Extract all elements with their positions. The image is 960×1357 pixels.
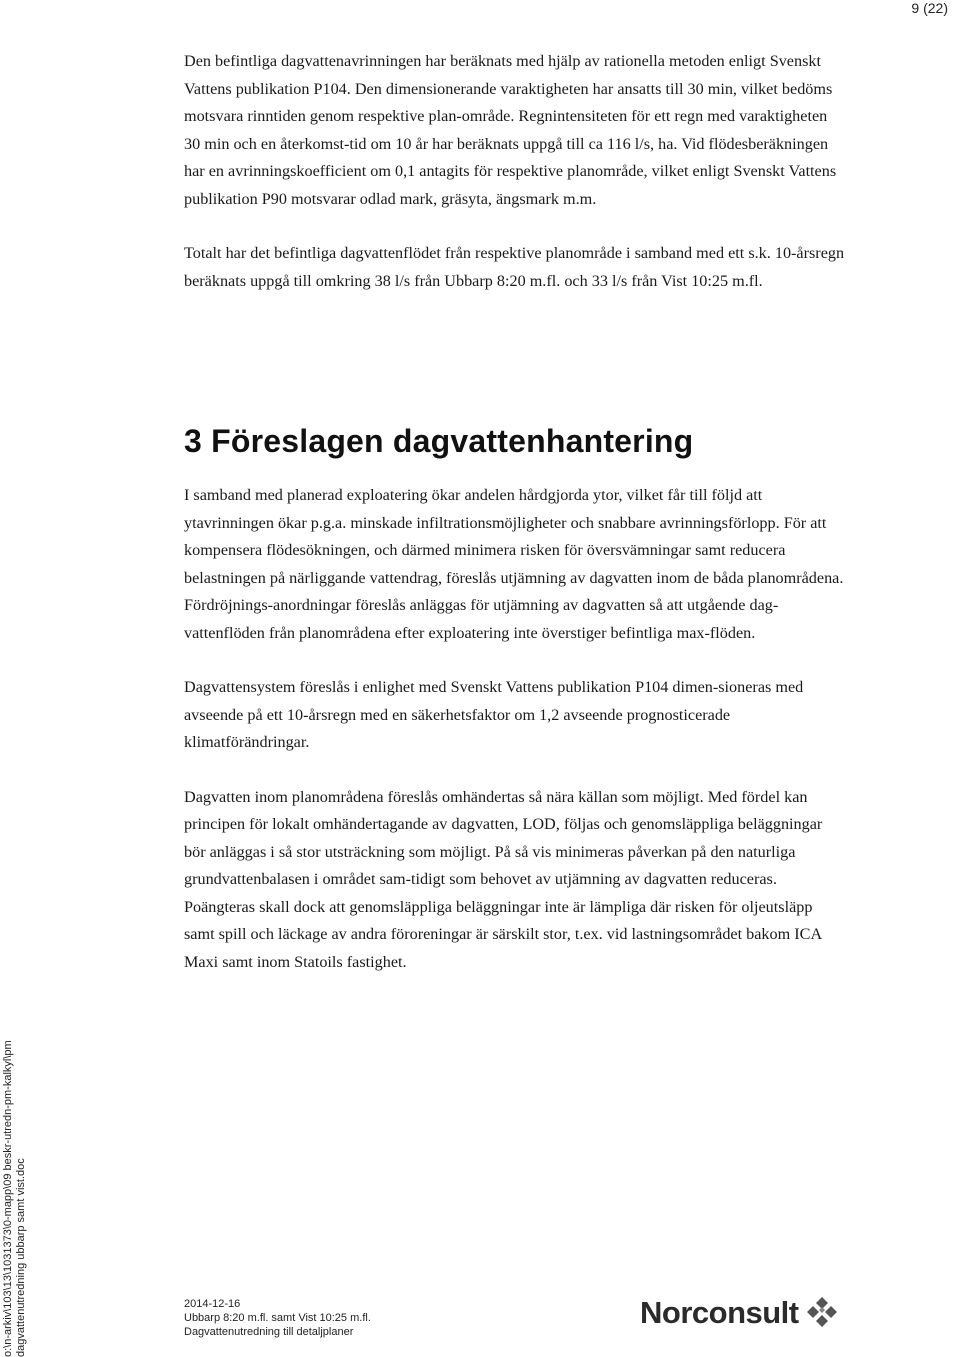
intro-section xyxy=(184,48,846,295)
file-path-margin xyxy=(2,1040,28,1357)
diamond-logo-icon xyxy=(805,1296,839,1330)
paragraph-method: Den befintliga dagvattenavrinningen har beräknats med hjälp av rationella metoden enligt Svenskt Vattens publikation P104. Den dimensionerande varaktigheten har ansatts till 30 min, vilket bedöms motsvara rinntiden genom respektive plan-område. Regnintensiteten för ett regn med varaktigheten 30 min och en återkomst-tid om 10 år har beräknats uppgå till ca 116 l/s, ha. Vid flödesberäkningen har en avrinningskoefficient om 0,1 antagits för respektive planområde, vilket enligt Svenskt Vattens publikation P90 motsvarar odlad mark, gräsyta, ängsmark m.m. xyxy=(184,52,837,208)
proposal-section xyxy=(184,482,846,976)
paragraph-lod: Dagvatten inom planområdena föreslås omhändertas så nära källan som möjligt. Med fördel kan principen för lokalt omhändertagande av dagvatten, LOD, följas och genomsläppliga beläggningar bör anläggas i så stor utsträckning som möjligt. På så vis minimeras påverkan på den naturliga grundvattenbalasen i området sam-tidigt som behovet av utjämning av dagvatten reduceras. Poängteras skall dock att genomsläppliga beläggningar inte är lämpliga där risken för oljeutsläpp samt spill och läckage av andra föroreningar är särskilt stor, t.ex. vid lastningsområdet bakom ICA Maxi samt inom Statoils fastighet. xyxy=(184,787,823,971)
footer-project: Ubbarp 8:20 m.fl. samt Vist 10:25 m.fl. xyxy=(184,1312,371,1324)
footer-date: 2014-12-16 xyxy=(184,1298,241,1310)
section-heading: 3 Föreslagen dagvattenhantering xyxy=(184,423,694,459)
file-path-line-1: o:\n-arkiv\103\13\1031373\0-mapp\09 beskr-utredn-pm-kalkyl\pm xyxy=(2,1040,14,1357)
paragraph-dimensioning: Dagvattensystem föreslås i enlighet med Svenskt Vattens publikation P104 dimen-sioneras med avseende på ett 10-årsregn med en säkerhetsfaktor om 1,2 avseende prognosticerade klimatförändringar. xyxy=(184,678,804,751)
logo-text: Norconsult xyxy=(640,1295,799,1330)
paragraph-total-flow: Totalt har det befintliga dagvattenflödet från respektive planområde i samband med ett s.k. 10-årsregn beräknats uppgå till omkring 38 l/s från Ubbarp 8:20 m.fl. och 33 l/s från Vist 10:25 m.fl. xyxy=(184,244,845,290)
page-number: 9 (22) xyxy=(911,0,948,16)
footer-document: Dagvattenutredning till detaljplaner xyxy=(184,1326,354,1338)
paragraph-exploitation: I samband med planerad exploatering ökar andelen hårdgjorda ytor, vilket får till följd att ytavrinningen ökar p.g.a. minskade infiltrationsmöjligheter och snabbare avrinningsförlopp. För att kompensera flödesökningen, och därmed minimera risken för översvämningar samt reducera belastningen på närliggande vattendrag, föreslås utjämning av dagvatten inom de båda planområdena. Fördröjnings-anordningar föreslås anläggas för utjämning av dagvatten så att utgående dag-vattenflöden från planområdena efter exploatering inte överstiger befintliga max-flöden. xyxy=(184,486,844,642)
file-path-line-2: dagvattenutredning ubbarp samt vist.doc xyxy=(15,1158,27,1357)
norconsult-logo xyxy=(640,1295,839,1331)
footer-meta xyxy=(184,1297,371,1339)
